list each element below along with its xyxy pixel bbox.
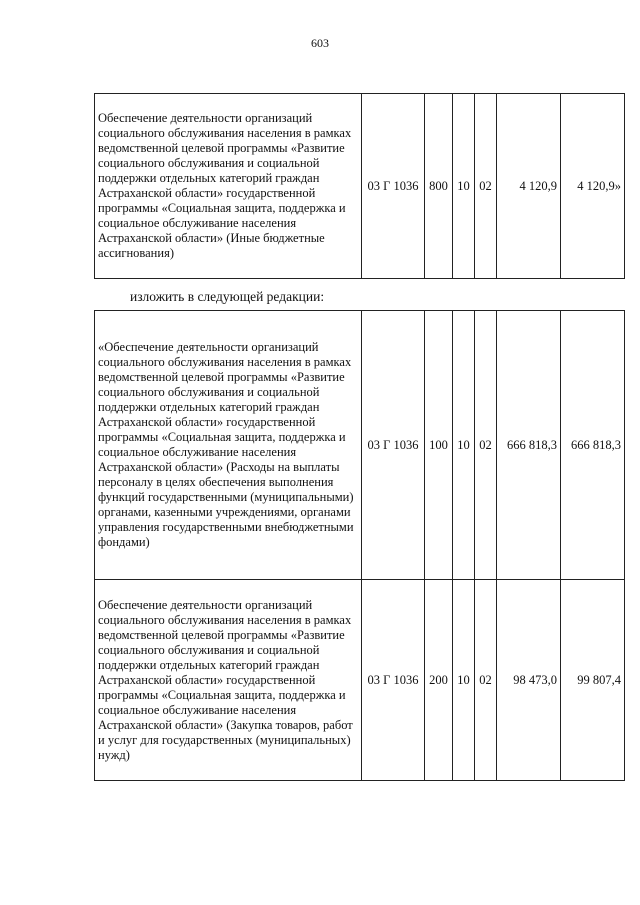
budget-table-new [94,310,625,781]
row-description: Обеспечение деятельности организаций социального обслуживания населения в рамках ведомственной целевой программы «Развитие социального обслуживания и социальной поддержки отдельных категорий граждан Астраханской области» государственной программы «Социальная защита, поддержка и социальное обслуживание населения Астраханской области» (Закупка товаров, работ и услуг для государственных (муниципальных) нужд) [95,580,362,781]
row-expense-type: 800 [425,94,453,279]
budget-table-old [94,93,625,279]
row-target-article: 03 Г 1036 [362,311,425,580]
row-target-article: 03 Г 1036 [362,580,425,781]
table-row [95,94,625,279]
row-amount-2: 99 807,4 [561,580,625,781]
row-amount-2: 666 818,3 [561,311,625,580]
row-expense-type: 100 [425,311,453,580]
row-section: 10 [453,311,475,580]
instruction-text: изложить в следующей редакции: [130,289,325,304]
row-amount-1: 4 120,9 [497,94,561,279]
row-amount-1: 666 818,3 [497,311,561,580]
row-target-article: 03 Г 1036 [362,94,425,279]
row-subsection: 02 [475,311,497,580]
row-description: «Обеспечение деятельности организаций социального обслуживания населения в рамках ведомственной целевой программы «Развитие социального обслуживания и социальной поддержки отдельных категорий граждан Астраханской области» государственной программы «Социальная защита, поддержка и социальное обслуживание населения Астраханской области» (Расходы на выплаты персоналу в целях обеспечения выполнения функций государственными (муниципальными) органами, казенными учреждениями, органами управления государственными внебюджетными фондами) [95,311,362,580]
row-amount-1: 98 473,0 [497,580,561,781]
row-description: Обеспечение деятельности организаций социального обслуживания населения в рамках ведомственной целевой программы «Развитие социального обслуживания и социальной поддержки отдельных категорий граждан Астраханской области» государственной программы «Социальная защита, поддержка и социальное обслуживание населения Астраханской области» (Иные бюджетные ассигнования) [95,94,362,279]
page-number: 603 [311,36,329,50]
row-amount-2: 4 120,9» [561,94,625,279]
row-expense-type: 200 [425,580,453,781]
row-subsection: 02 [475,580,497,781]
row-subsection: 02 [475,94,497,279]
row-section: 10 [453,580,475,781]
table-row [95,311,625,580]
row-section: 10 [453,94,475,279]
table-row [95,580,625,781]
